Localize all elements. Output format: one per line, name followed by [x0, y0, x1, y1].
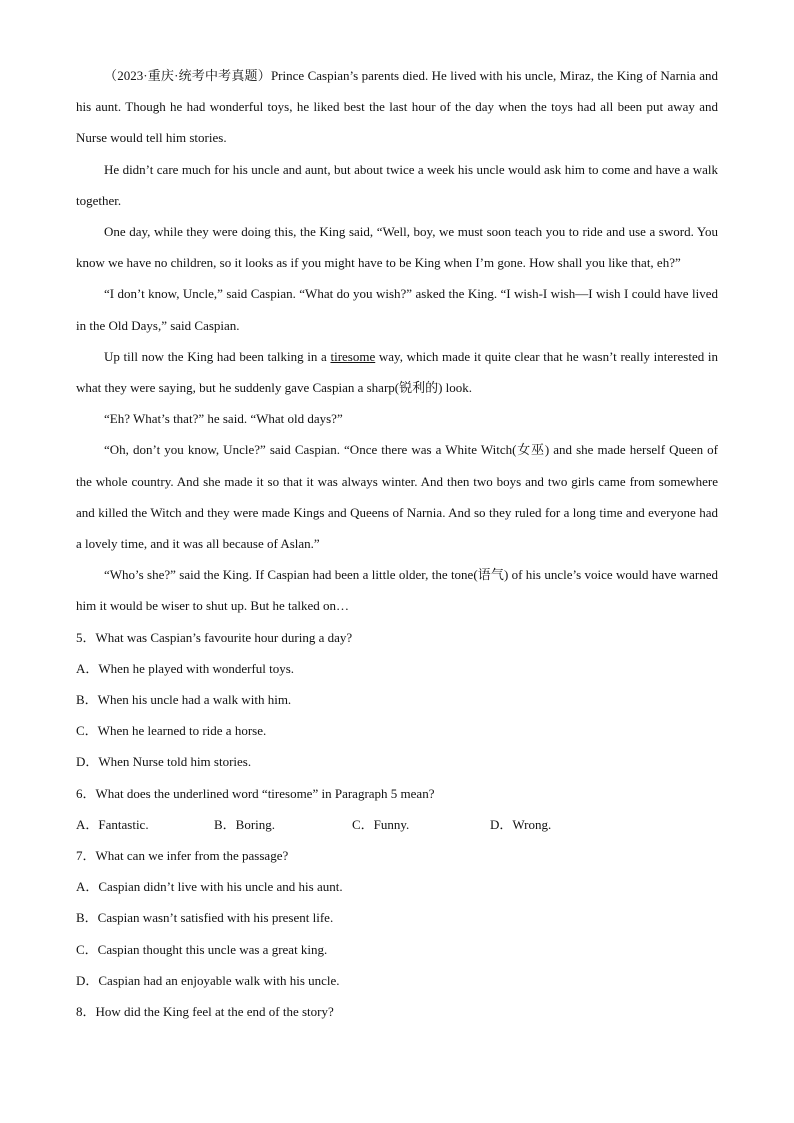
question-7-stem: 7．What can we infer from the passage?: [76, 848, 289, 864]
question-5-stem: 5．What was Caspian’s favourite hour during a day?: [76, 629, 353, 645]
question-7-option-c[interactable]: C．Caspian thought this uncle was a great king.: [76, 941, 328, 957]
passage-paragraph-3: One day, while they were doing this, the King said, “Well, boy, we must soon teach you to ride and use a sword. You know we have no children, so it looks as if you might have to be King when I’m gone. How shall you like that, eh?”: [76, 224, 718, 271]
question-5-option-a[interactable]: A．When he played with wonderful toys.: [76, 660, 295, 676]
question-6-stem: 6．What does the underlined word “tiresome” in Paragraph 5 mean?: [76, 785, 435, 801]
question-7-option-a[interactable]: A．Caspian didn’t live with his uncle and his aunt.: [76, 879, 343, 895]
passage-paragraph-1: [76, 60, 718, 154]
paragraph-1-text: Prince Caspian’s parents died. He lived with his uncle, Miraz, the King of Narnia and his aunt. Though he had wonderful toys, he liked best the last hour of the day when the toys had all been put away and Nurse would tell him stories.: [76, 68, 718, 146]
source-tag: （2023·重庆·统考中考真题）: [104, 68, 271, 83]
document-page: [76, 60, 718, 1027]
question-7-option-b[interactable]: B．Caspian wasn’t satisfied with his present life.: [76, 910, 334, 926]
question-6-option-b[interactable]: B．Boring.: [214, 816, 276, 832]
paragraph-5-after: way, which made it quite clear that he wasn’t really interested in what they were saying, but he suddenly gave Caspian a sharp(锐利的) look.: [76, 348, 718, 396]
question-5-option-c[interactable]: C．When he learned to ride a horse.: [76, 723, 267, 739]
question-5-option-d[interactable]: D．When Nurse told him stories.: [76, 754, 252, 770]
passage-paragraph-2: He didn’t care much for his uncle and aunt, but about twice a week his uncle would ask him to come and have a walk together.: [76, 161, 718, 208]
question-6-options: [76, 809, 718, 840]
underlined-word-tiresome: tiresome: [330, 348, 376, 364]
question-6-option-a[interactable]: A．Fantastic.: [76, 816, 149, 832]
question-8-stem: 8．How did the King feel at the end of the story?: [76, 1004, 334, 1020]
passage-paragraph-7: “Oh, don’t you know, Uncle?” said Caspian. “Once there was a White Witch(女巫) and she made herself Queen of the whole country. And she made it so that it was always winter. And then two boys and two girls came from somewhere and killed the Witch and they were made Kings and Queens of Narnia. And so they ruled for a long time and everyone had a lovely time, and it was all because of Aslan.”: [76, 442, 718, 552]
question-7-option-d[interactable]: D．Caspian had an enjoyable walk with his uncle.: [76, 972, 340, 988]
passage-paragraph-8: “Who’s she?” said the King. If Caspian had been a little older, the tone(语气) of his uncle’s voice would have warned him it would be wiser to shut up. But he talked on…: [76, 567, 718, 614]
question-6-option-c[interactable]: C．Funny.: [352, 816, 410, 832]
passage-paragraph-5: [76, 341, 718, 403]
paragraph-5-before: Up till now the King had been talking in a: [104, 348, 331, 364]
question-5-option-b[interactable]: B．When his uncle had a walk with him.: [76, 692, 292, 708]
question-6-option-d[interactable]: D．Wrong.: [490, 816, 552, 832]
passage-paragraph-4: “I don’t know, Uncle,” said Caspian. “What do you wish?” asked the King. “I wish-I wish—I wish I could have lived in the Old Days,” said Caspian.: [76, 286, 718, 333]
passage-paragraph-6: “Eh? What’s that?” he said. “What old days?”: [104, 411, 343, 427]
